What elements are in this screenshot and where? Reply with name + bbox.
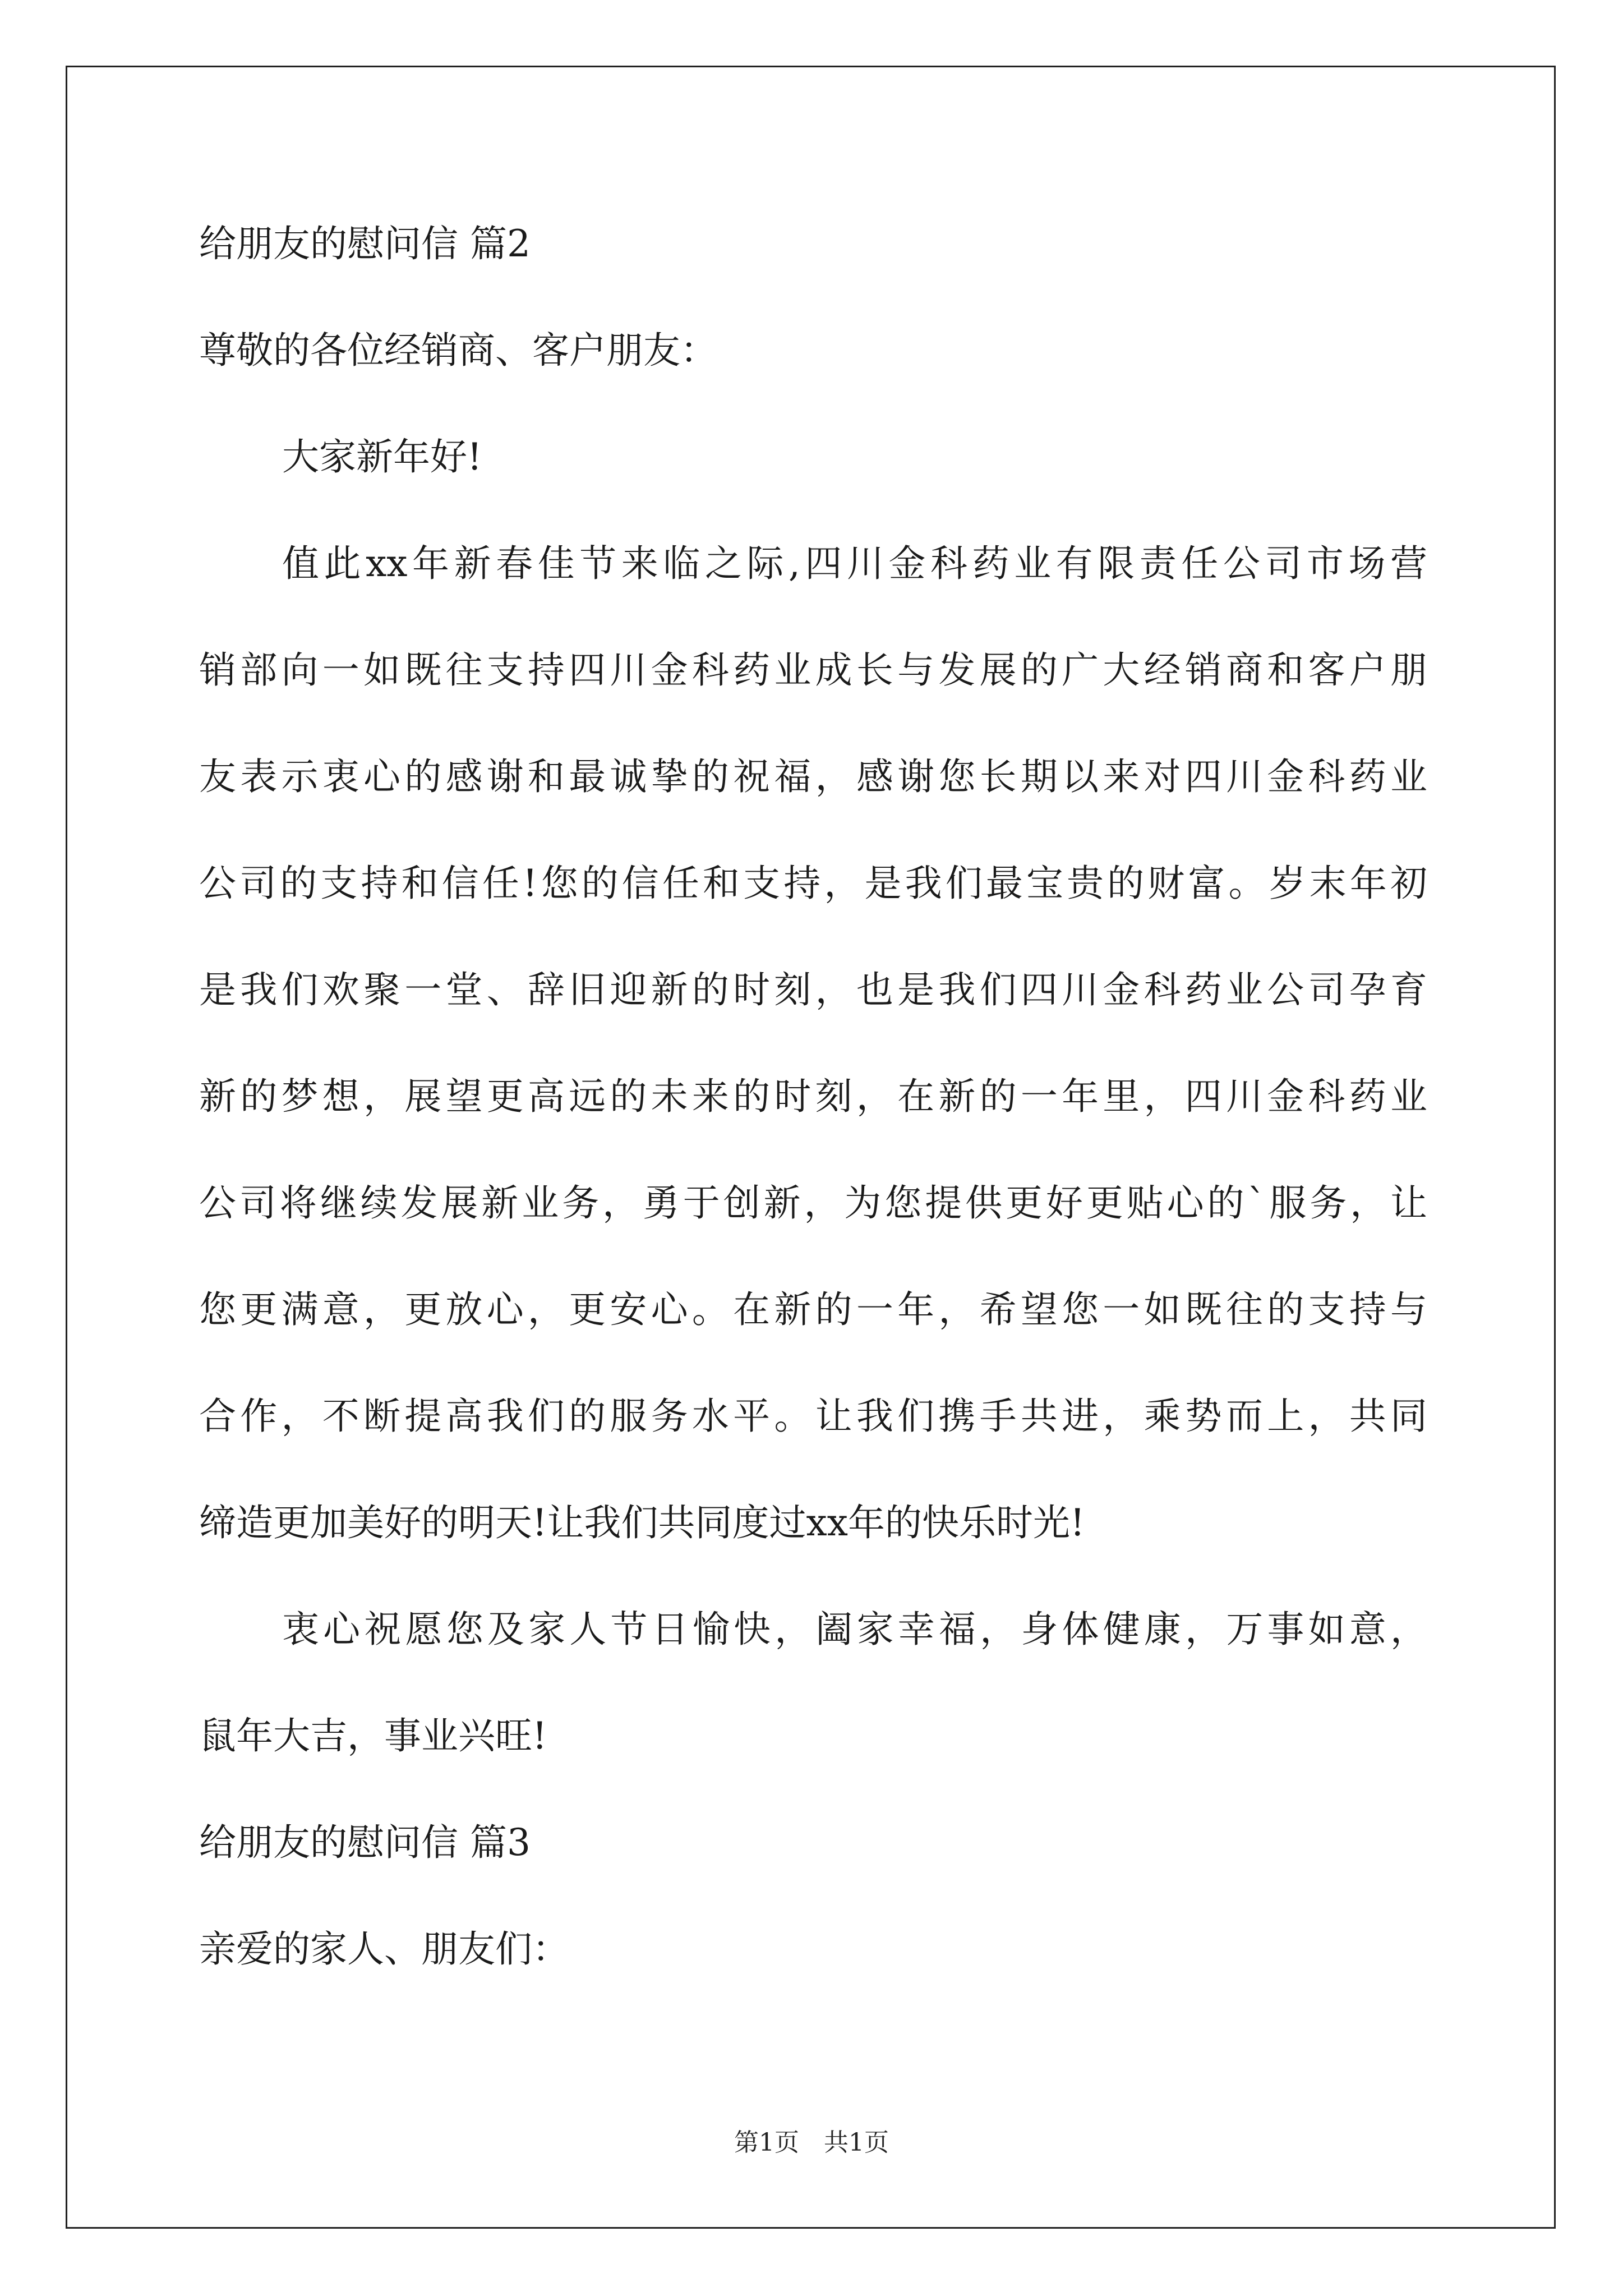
wishes-line: 鼠年大吉，事业兴旺! — [199, 1714, 547, 1757]
paragraph-line: 值此xx年新春佳节来临之际,四川金科药业有限责任公司市场营 — [282, 542, 1427, 585]
salutation: 亲爱的家人、朋友们： — [199, 1927, 569, 1971]
greeting-line: 大家新年好! — [282, 435, 482, 478]
paragraph-line: 销部向一如既往支持四川金科药业成长与发展的广大经销商和客户朋 — [199, 648, 1427, 692]
paragraph-line: 公司将继续发展新业务，勇于创新，为您提供更好更贴心的`服务，让 — [199, 1181, 1427, 1225]
paragraph-line: 缔造更加美好的明天!让我们共同度过xx年的快乐时光! — [199, 1501, 1085, 1544]
paragraph-line: 友表示衷心的感谢和最诚挚的祝福，感谢您长期以来对四川金科药业 — [199, 755, 1427, 798]
wishes-line: 衷心祝愿您及家人节日愉快，阖家幸福，身体健康，万事如意， — [282, 1608, 1427, 1651]
page-footer: 第1页 共1页 — [734, 2128, 889, 2157]
paragraph-line: 合作，不断提高我们的服务水平。让我们携手共进，乘势而上，共同 — [199, 1395, 1427, 1438]
salutation: 尊敬的各位经销商、客户朋友： — [199, 329, 717, 372]
paragraph-line: 您更满意，更放心，更安心。在新的一年，希望您一如既往的支持与 — [199, 1288, 1427, 1331]
section-heading-2: 给朋友的慰问信 篇2 — [199, 222, 531, 265]
paragraph-line: 公司的支持和信任!您的信任和支持，是我们最宝贵的财富。岁末年初 — [199, 862, 1427, 905]
page-border — [66, 66, 1556, 2229]
paragraph-line: 是我们欢聚一堂、辞旧迎新的时刻，也是我们四川金科药业公司孕育 — [199, 968, 1427, 1011]
section-heading-3: 给朋友的慰问信 篇3 — [199, 1821, 531, 1864]
paragraph-line: 新的梦想，展望更高远的未来的时刻，在新的一年里，四川金科药业 — [199, 1075, 1427, 1118]
